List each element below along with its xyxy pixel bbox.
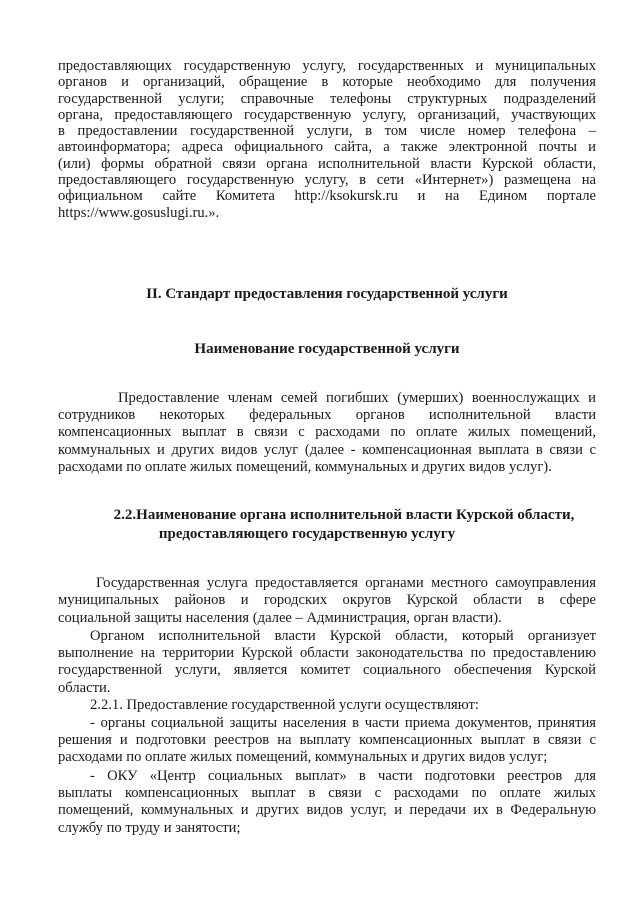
paragraph-line: сотрудников некоторых федеральных органов исполнительной власти xyxy=(58,407,596,424)
subsection-title: Наименование государственной услуги xyxy=(194,341,460,357)
paragraph-line: Государственная услуга предоставляется органами местного самоуправления xyxy=(96,575,596,591)
body-paragraph-1 xyxy=(58,575,596,627)
paragraph-line: области. xyxy=(58,679,111,696)
paragraph-line: муниципальных районов и городских округов Курской области в сфере xyxy=(58,592,596,609)
paragraph-line: Предоставление членам семей погибших (умерших) военнослужащих и xyxy=(118,390,596,406)
intro-line: (или) формы обратной связи органа исполнительной власти Курской области, xyxy=(58,155,596,172)
paragraph-line: государственной услуги, является комитет социального обеспечения Курской xyxy=(58,662,596,679)
intro-line: предоставляющего государственную услугу, в сети «Интернет») размещена на xyxy=(58,172,596,189)
intro-line: официальном сайте Комитета http://ksokursk.ru и на Едином портале xyxy=(58,188,596,205)
body-paragraph-2 xyxy=(58,628,596,697)
intro-line: государственной услуги; справочные телефоны структурных подразделений xyxy=(58,90,596,107)
heading-2-2 xyxy=(58,506,596,544)
intro-line: в предоставлении государственной услуги, в том числе номер телефона – xyxy=(58,123,596,140)
paragraph-line: Органом исполнительной власти Курской области, который организует xyxy=(90,628,596,644)
paragraph-line: коммунальных и других видов услуг (далее - компенсационная выплата в связи с xyxy=(58,441,596,458)
paragraph-line: расходами по оплате жилых помещений, коммунальных и других видов услуг). xyxy=(58,458,552,475)
heading-2-2-line: предоставляющего государственную услугу xyxy=(158,526,456,542)
list-item-1 xyxy=(58,715,596,767)
intro-line: предоставляющих государственную услугу, государственных и муниципальных xyxy=(58,58,596,74)
list-item-2 xyxy=(58,768,596,837)
paragraph-line: компенсационных выплат в связи с расходами по оплате жилых помещений, xyxy=(58,424,596,441)
intro-line: https://www.gosuslugi.ru.». xyxy=(58,204,220,221)
paragraph-line: социальной защиты населения (далее – Администрация, орган власти). xyxy=(58,609,502,626)
section-title: II. Стандарт предоставления государственной услуги xyxy=(146,286,508,302)
list-line: расходами по оплате жилых помещений, коммунальных и других видов услуг; xyxy=(58,749,548,766)
list-line: помещений, коммунальных и других видов услуг, и передачи их в Федеральную xyxy=(58,802,596,819)
list-line: - органы социальной защиты населения в части приема документов, принятия xyxy=(90,715,596,731)
list-line: службу по труду и занятости; xyxy=(58,819,241,836)
list-line: решения и подготовки реестров на выплату компенсационных выплат в связи с xyxy=(58,732,596,749)
paragraph-line: выполнение на территории Курской области законодательства по предоставлению xyxy=(58,645,596,662)
intro-paragraph xyxy=(58,58,596,221)
intro-line: органов и организаций, обращение в которые необходимо для получения xyxy=(58,74,596,91)
list-line: - ОКУ «Центр социальных выплат» в части подготовки реестров для xyxy=(90,768,596,784)
service-name-paragraph xyxy=(58,390,596,476)
item-2-2-1: 2.2.1. Предоставление государственной услуги осуществляют: xyxy=(90,697,479,713)
intro-line: органа, предоставляющего государственную услугу, организаций, участвующих xyxy=(58,106,596,123)
heading-2-2-line: 2.2.Наименование органа исполнительной власти Курской области, xyxy=(113,507,575,523)
intro-line: автоинформатора; адреса официального сайта, а также электронной почты и xyxy=(58,139,596,156)
list-line: выплаты компенсационных выплат в связи с расходами по оплате жилых xyxy=(58,785,596,802)
